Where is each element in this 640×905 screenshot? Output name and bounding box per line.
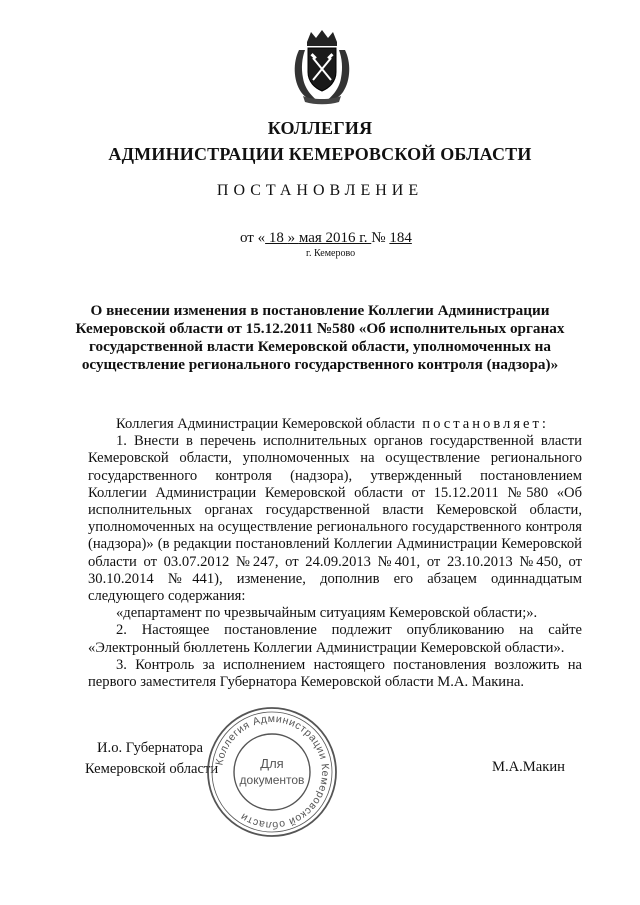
signatory-position-line1: И.о. Губернатора	[97, 740, 203, 756]
date-number-line	[240, 230, 412, 247]
stamp-center-line1: Для	[260, 756, 284, 771]
org-title-line1: КОЛЛЕГИЯ	[267, 118, 373, 138]
date-prefix: от «	[240, 230, 266, 246]
stamp-center-line2: документов	[239, 773, 305, 787]
document-subject: О внесении изменения в постановление Коллегии Администрации Кемеровской области от 15.12.2011 №580 «Об исполнительных органах государственной власти Кемеровской области, уполномоченных на осуществление регионального государственного контроля (надзора)»	[75, 302, 565, 373]
signatory-position	[85, 738, 218, 780]
signatory-position-line2: Кемеровской области	[85, 761, 219, 777]
date-month-year: мая 2016 г.	[298, 230, 372, 246]
clause-3: 3. Контроль за исполнением настоящего постановления возложить на первого заместителя Губернатора Кемеровской области М.А. Макина.	[88, 656, 582, 691]
coat-of-arms-emblem	[291, 28, 353, 106]
stamp-ring-text: Коллегия Администрации Кемеровской области	[213, 712, 332, 832]
clause-2: 2. Настоящее постановление подлежит опубликованию на сайте «Электронный бюллетень Коллегии Администрации Кемеровской области».	[88, 622, 582, 656]
date-day: 18	[265, 230, 288, 246]
document-type: ПОСТАНОВЛЕНИЕ	[216, 182, 424, 199]
number-label: №	[371, 230, 390, 246]
decree-word: постановляет:	[422, 416, 549, 432]
clause-1: 1. Внести в перечень исполнительных органов государственной власти Кемеровской области, уполномоченных на осуществление регионального государственного контроля (надзора), утвержденный постановлением Коллегии Администрации Кемеровской области от 15.12.2011 №580 «Об исполнительных органах государственной власти Кемеровской области, уполномоченных на осуществление регионального государственного контроля (надзора)» (в редакции постановлений Коллегии Администрации Кемеровской области от 03.07.2012 №247, от 24.09.2013 №401, от 23.10.2013 №450, от 30.10.2014 №441), изменение, дополнив его абзацем одиннадцатым следующего содержания:	[88, 433, 582, 605]
date-mid: »	[287, 230, 299, 246]
org-title-line2: АДМИНИСТРАЦИИ КЕМЕРОВСКОЙ ОБЛАСТИ	[108, 144, 532, 164]
preamble-text: Коллегия Администрации Кемеровской области	[116, 416, 415, 432]
preamble	[88, 416, 582, 433]
signatory-name: М.А.Макин	[492, 759, 565, 775]
document-body	[88, 416, 582, 691]
city: г. Кемерово	[306, 248, 356, 259]
clause-1-quote: «департамент по чрезвычайным ситуациям Кемеровской области;».	[116, 605, 538, 622]
document-number: 184	[389, 230, 412, 246]
official-stamp	[204, 704, 340, 840]
